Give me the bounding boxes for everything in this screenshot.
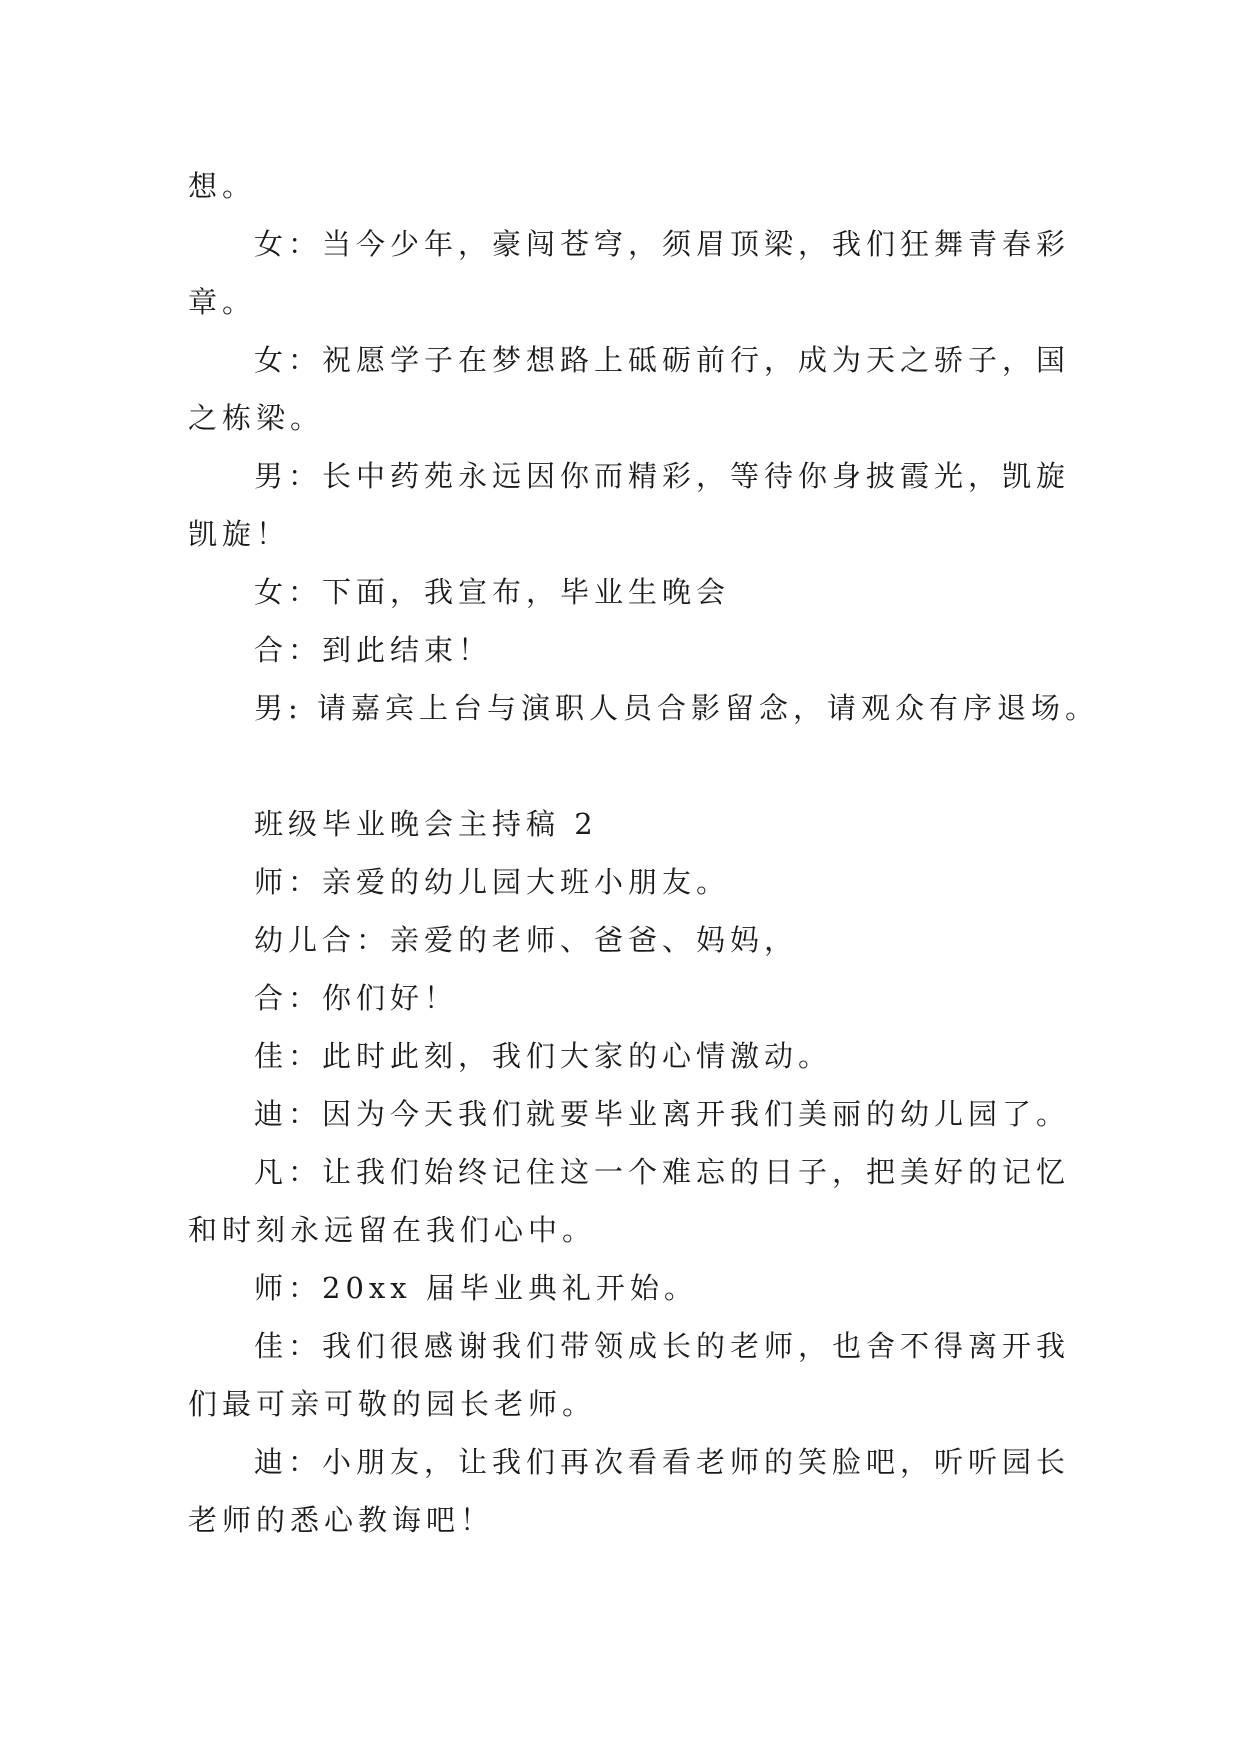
dialogue-line: 幼儿合：亲爱的老师、爸爸、妈妈， bbox=[254, 923, 799, 957]
dialogue-line: 男: 请嘉宾上台与演职人员合影留念，请观众有序退场。 bbox=[254, 691, 1099, 725]
dialogue-line: 佳：我们很感谢我们带领成长的老师，也舍不得离开我 bbox=[254, 1329, 1071, 1363]
dialogue-line: 女：祝愿学子在梦想路上砥砺前行，成为天之骄子，国 bbox=[254, 343, 1071, 377]
paragraph-continuation: 们最可亲可敬的园长老师。 bbox=[188, 1387, 597, 1421]
paragraph-continuation: 凯旋！ bbox=[188, 517, 291, 551]
dialogue-line: 凡：让我们始终记住这一个难忘的日子，把美好的记忆 bbox=[254, 1155, 1071, 1189]
dialogue-line: 师：亲爱的幼儿园大班小朋友。 bbox=[254, 865, 731, 899]
dialogue-line: 女：下面，我宣布，毕业生晚会 bbox=[254, 575, 731, 609]
section-heading: 班级毕业晚会主持稿 2 bbox=[254, 807, 598, 841]
paragraph-continuation: 章。 bbox=[188, 285, 257, 319]
dialogue-line: 合：你们好！ bbox=[254, 981, 459, 1015]
dialogue-line: 合：到此结束！ bbox=[254, 633, 493, 667]
paragraph-continuation: 和时刻永远留在我们心中。 bbox=[188, 1213, 597, 1247]
dialogue-line: 师：20xx 届毕业典礼开始。 bbox=[254, 1271, 698, 1305]
dialogue-line: 迪：因为今天我们就要毕业离开我们美丽的幼儿园了。 bbox=[254, 1097, 1071, 1131]
dialogue-line: 迪：小朋友，让我们再次看看老师的笑脸吧，听听园长 bbox=[254, 1445, 1071, 1479]
paragraph-continuation: 想。 bbox=[188, 169, 257, 203]
dialogue-line: 佳：此时此刻，我们大家的心情激动。 bbox=[254, 1039, 833, 1073]
paragraph-continuation: 老师的悉心教诲吧！ bbox=[188, 1503, 495, 1537]
dialogue-line: 男：长中药苑永远因你而精彩，等待你身披霞光，凯旋 bbox=[254, 459, 1071, 493]
dialogue-line: 女：当今少年，豪闯苍穹，须眉顶梁，我们狂舞青春彩 bbox=[254, 227, 1071, 261]
paragraph-continuation: 之栋梁。 bbox=[188, 401, 325, 435]
